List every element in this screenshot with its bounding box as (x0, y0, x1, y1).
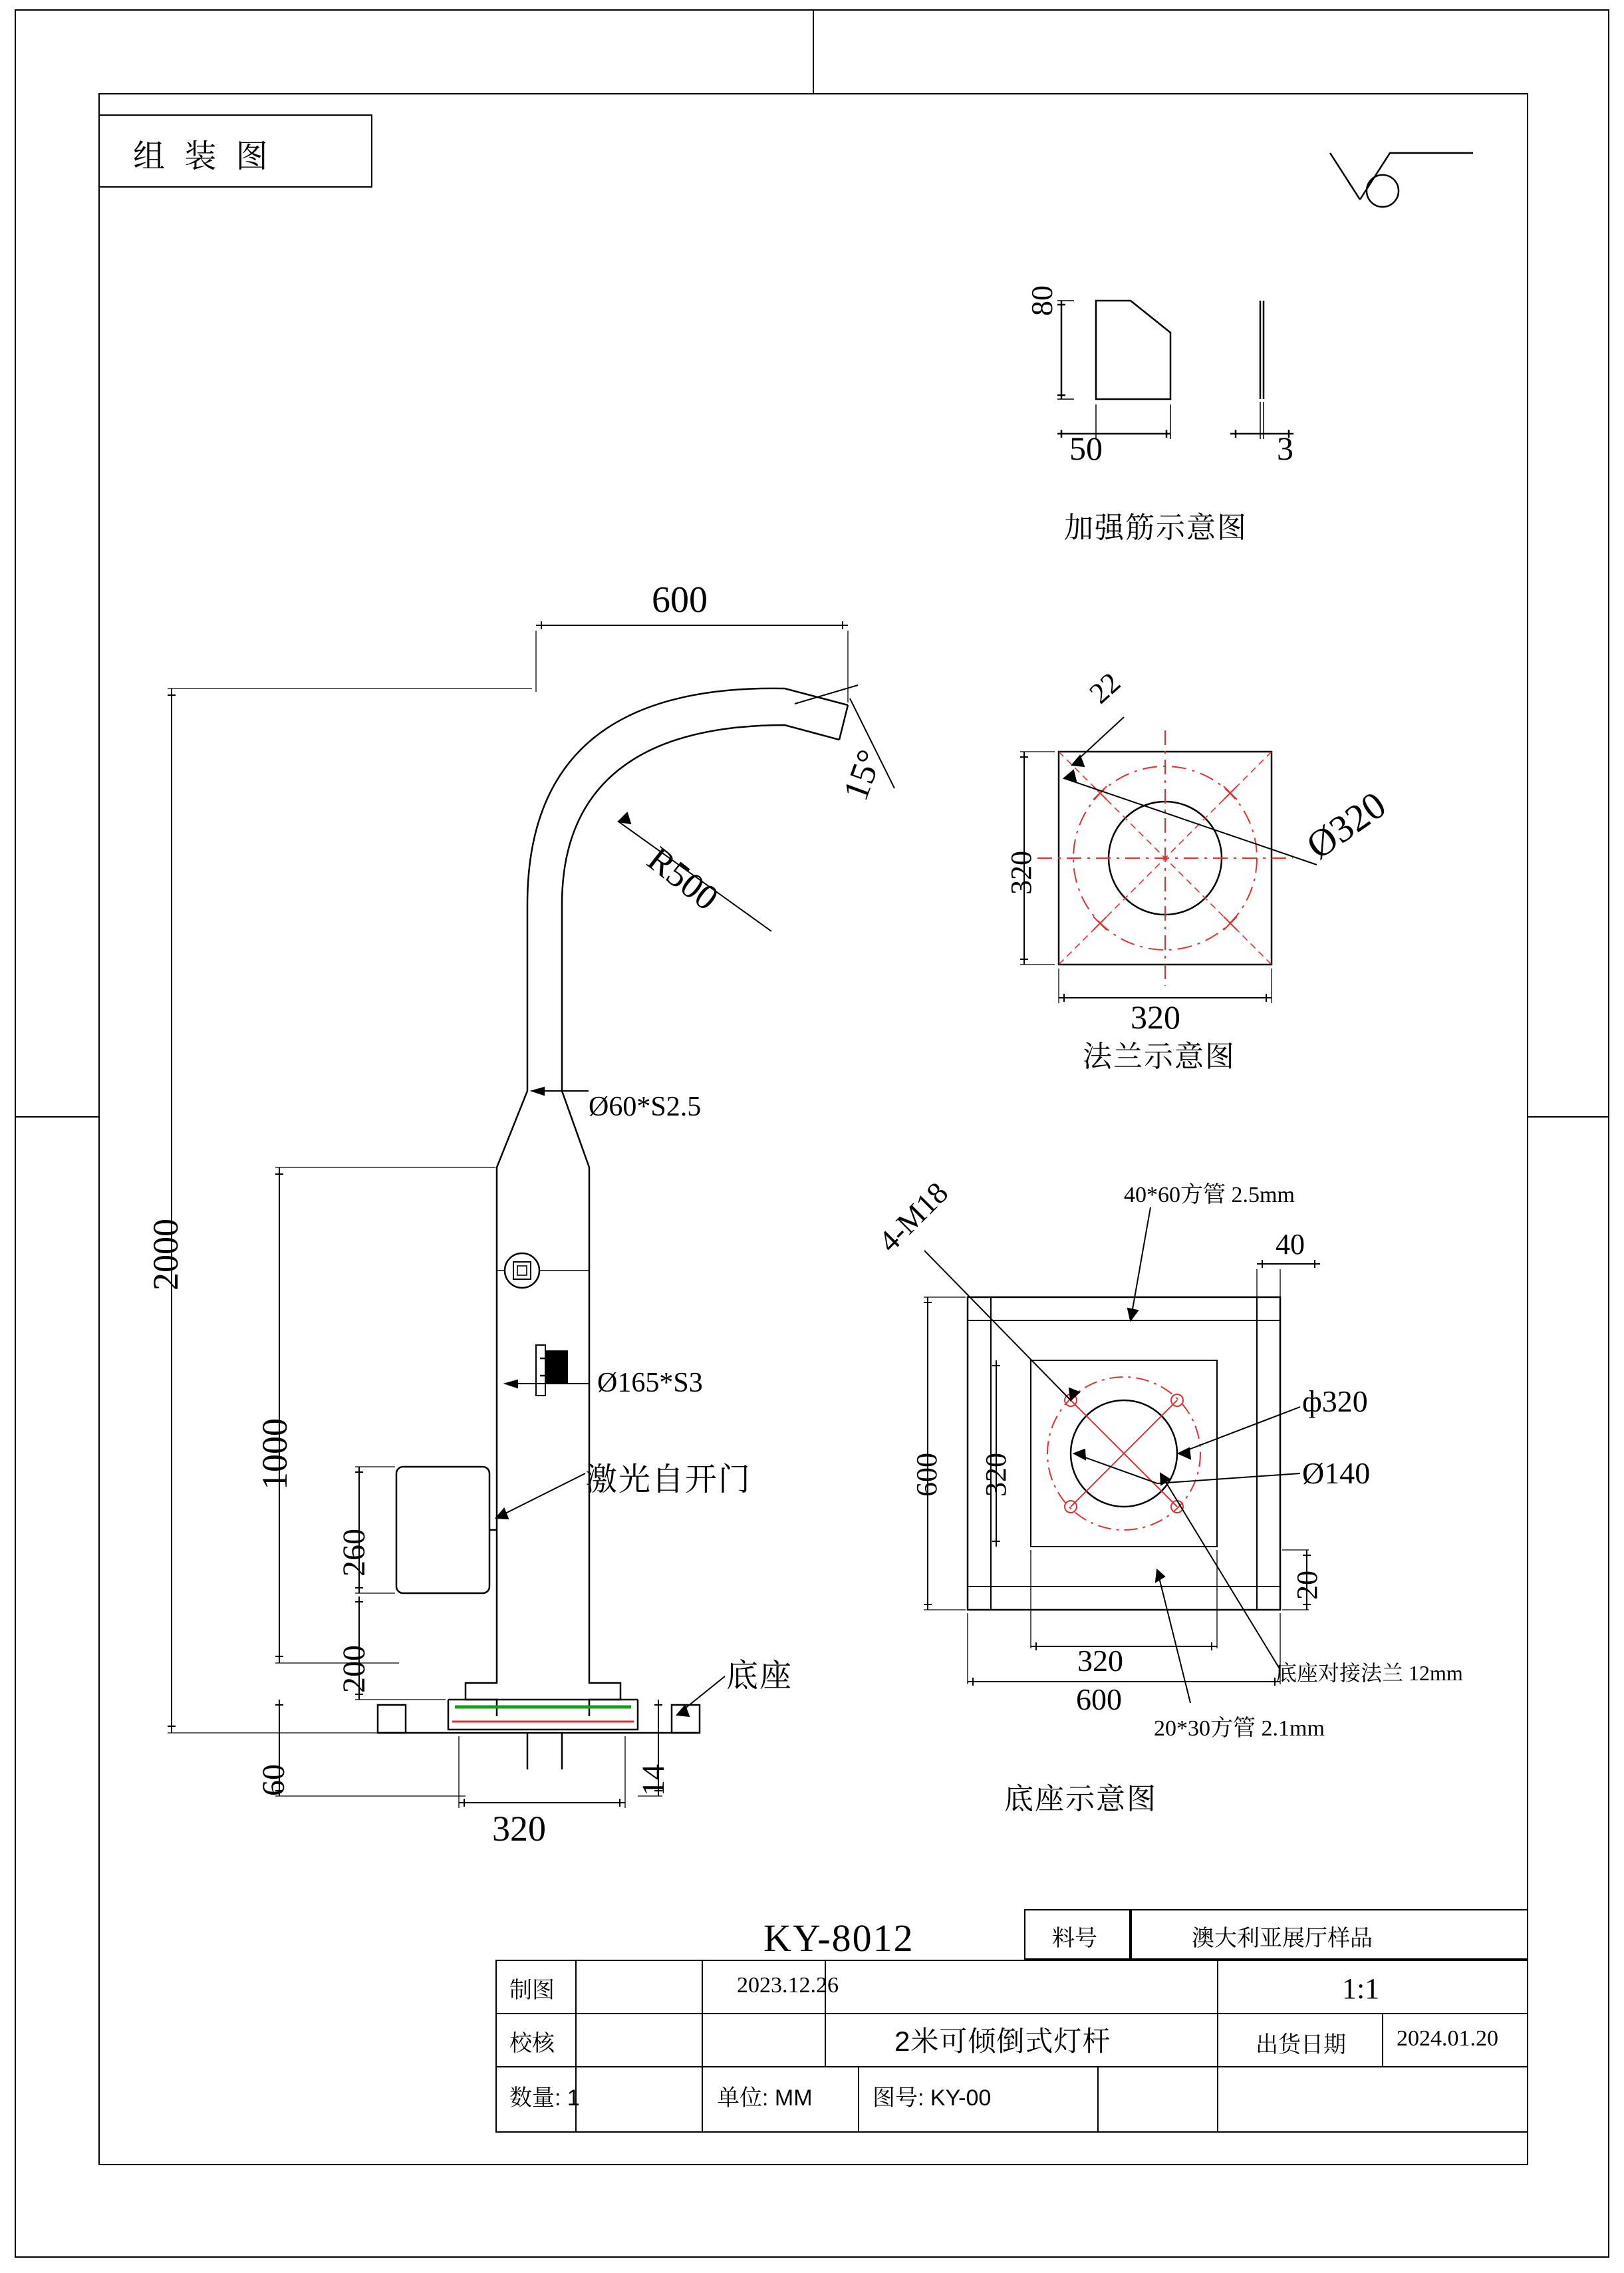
pole-dim-angle-15: 15° (835, 744, 890, 806)
titleblock-col-line-7 (858, 2066, 859, 2133)
titleblock-col-line-8 (1097, 2066, 1099, 2133)
drawing-number: 图号: KY-00 (873, 2085, 992, 2111)
ship-date-value: 2024.01.20 (1397, 2026, 1498, 2051)
pole-pipe-top-label: Ø60*S2.5 (589, 1092, 702, 1122)
zone-tick-right (1528, 1116, 1609, 1118)
pole-dim-14: 14 (636, 1764, 671, 1796)
titleblock-row-line-1 (495, 2013, 1528, 2014)
base-dim-600-h: 600 (1076, 1682, 1122, 1716)
zone-tick-top (813, 9, 814, 93)
rib-dim-3: 3 (1277, 430, 1293, 467)
ship-date-label: 出货日期 (1256, 2032, 1346, 2057)
sheet-inner-border (98, 93, 1528, 2165)
pole-dim-2000: 2000 (146, 1219, 186, 1290)
titleblock-col-line-6 (702, 2066, 703, 2133)
zone-tick-left (15, 1116, 98, 1118)
flange-dim-320-h: 320 (1131, 998, 1180, 1036)
pole-dim-200: 200 (337, 1645, 372, 1693)
drawn-label: 制图 (509, 1978, 555, 2003)
flange-dim-320-v: 320 (1005, 851, 1037, 895)
pole-dim-600: 600 (652, 579, 708, 621)
base-view-caption: 底座示意图 (1004, 1783, 1157, 1815)
material-label: 料号 (1052, 1926, 1097, 1951)
base-circle-320-label: ф320 (1302, 1384, 1368, 1418)
pole-dim-1000: 1000 (255, 1418, 295, 1490)
base-tube-20x30-label: 20*30方管 2.1mm (1154, 1716, 1325, 1741)
pole-dim-r500: R500 (640, 838, 726, 919)
product-name: 2米可倾倒式灯杆 (894, 2026, 1111, 2057)
flange-view-caption: 法兰示意图 (1083, 1040, 1236, 1073)
pole-dim-320: 320 (492, 1809, 546, 1849)
titleblock-row-line-2 (495, 2066, 1528, 2067)
checked-label: 校核 (509, 2031, 555, 2056)
base-dim-20: 20 (1291, 1571, 1323, 1600)
pole-dim-60: 60 (256, 1764, 291, 1796)
unit-value: 单位: MM (717, 2085, 813, 2111)
base-bolt-label: 4-M18 (871, 1175, 955, 1259)
titleblock-col-line-5 (1382, 2013, 1383, 2066)
quantity-value: 数量: 1 (509, 2085, 580, 2111)
base-tube-40x60-label: 40*60方管 2.5mm (1124, 1183, 1295, 1207)
pole-base-label: 底座 (726, 1658, 793, 1694)
pole-pipe-bottom-label: Ø165*S3 (597, 1368, 703, 1398)
pole-dim-260: 260 (337, 1529, 372, 1577)
base-flange-note: 底座对接法兰 12mm (1276, 1661, 1463, 1685)
base-circle-140-label: Ø140 (1302, 1456, 1371, 1490)
part-number: KY-8012 (763, 1916, 914, 1960)
rib-dim-50: 50 (1069, 430, 1103, 467)
base-dim-320-v: 320 (980, 1453, 1012, 1497)
rib-view-caption: 加强筋示意图 (1064, 512, 1248, 544)
rib-dim-80: 80 (1025, 285, 1059, 316)
flange-dim-22: 22 (1083, 666, 1127, 710)
titleblock-col-line-4 (1217, 1960, 1218, 2133)
assembly-title-label: 组 装 图 (133, 139, 273, 174)
base-dim-320-h: 320 (1077, 1644, 1123, 1678)
material-value: 澳大利亚展厅样品 (1192, 1926, 1373, 1951)
scale-value: 1:1 (1342, 1972, 1380, 2005)
pole-door-label: 激光自开门 (585, 1462, 752, 1497)
base-dim-600-v: 600 (910, 1453, 943, 1497)
flange-dim-d320: Ø320 (1298, 782, 1394, 868)
drawn-date: 2023.12.26 (737, 1973, 839, 1998)
base-dim-40: 40 (1276, 1228, 1305, 1261)
titleblock-col-line-2 (702, 1960, 703, 2066)
